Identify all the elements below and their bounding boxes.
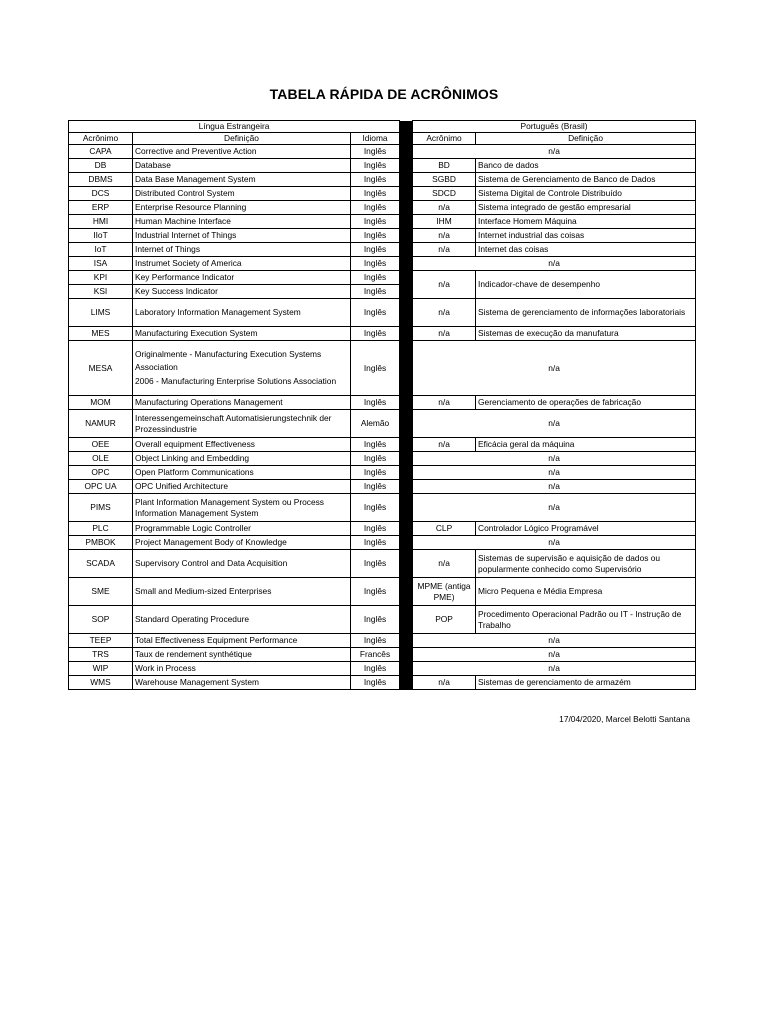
row-definition-line: Originalmente - Manufacturing Execution Systems Association <box>135 348 322 373</box>
row-pt-definition: Sistema de gerenciamento de informações laboratoriais <box>476 299 696 327</box>
row-language: Inglês <box>351 494 400 522</box>
row-definition: Total Effectiveness Equipment Performance <box>133 634 351 648</box>
table-row <box>69 271 696 285</box>
row-acronym: OEE <box>69 438 133 452</box>
row-language: Inglês <box>351 536 400 550</box>
row-language: Inglês <box>351 173 400 187</box>
table-row <box>69 396 696 410</box>
row-acronym: SME <box>69 578 133 606</box>
row-acronym: MES <box>69 327 133 341</box>
table-row <box>69 243 696 257</box>
row-definition: Enterprise Resource Planning <box>133 201 351 215</box>
row-language: Inglês <box>351 480 400 494</box>
row-acronym: IoT <box>69 243 133 257</box>
foreign-language-header: Língua Estrangeira <box>69 121 400 133</box>
row-pt-acronym-line: PME) <box>433 591 455 602</box>
row-language: Inglês <box>351 285 400 299</box>
row-acronym: OLE <box>69 452 133 466</box>
column-separator <box>400 121 413 690</box>
row-pt-acronym: n/a <box>413 676 476 690</box>
row-acronym: DB <box>69 159 133 173</box>
row-acronym: DCS <box>69 187 133 201</box>
col-idioma: Idioma <box>351 133 400 145</box>
row-definition: Warehouse Management System <box>133 676 351 690</box>
row-definition: Open Platform Communications <box>133 466 351 480</box>
table-row <box>69 438 696 452</box>
row-definition: Laboratory Information Management System <box>133 299 351 327</box>
row-pt-definition: Gerenciamento de operações de fabricação <box>476 396 696 410</box>
row-pt-definition: Indicador-chave de desempenho <box>476 271 696 299</box>
row-pt-na: n/a <box>413 494 696 522</box>
row-language: Inglês <box>351 578 400 606</box>
row-pt-acronym-line: MPME (antiga <box>417 580 471 591</box>
table-row <box>69 145 696 159</box>
row-acronym: ERP <box>69 201 133 215</box>
row-definition: Interessengemeinschaft Automatisierungstechnik der Prozessindustrie <box>133 410 351 438</box>
row-pt-definition: Internet industrial das coisas <box>476 229 696 243</box>
row-pt-definition: Banco de dados <box>476 159 696 173</box>
row-pt-acronym: n/a <box>413 201 476 215</box>
row-definition: Work in Process <box>133 662 351 676</box>
page-title: TABELA RÁPIDA DE ACRÔNIMOS <box>269 86 499 102</box>
row-definition <box>133 341 351 396</box>
row-acronym: HMI <box>69 215 133 229</box>
row-definition: Data Base Management System <box>133 173 351 187</box>
table-row <box>69 480 696 494</box>
row-pt-na: n/a <box>413 648 696 662</box>
row-definition: OPC Unified Architecture <box>133 480 351 494</box>
table-row <box>69 229 696 243</box>
row-pt-definition: Sistema integrado de gestão empresarial <box>476 201 696 215</box>
table-row <box>69 578 696 606</box>
row-definition: Key Success Indicator <box>133 285 351 299</box>
row-language: Inglês <box>351 145 400 159</box>
row-acronym: CAPA <box>69 145 133 159</box>
row-language: Inglês <box>351 550 400 578</box>
table-row <box>69 201 696 215</box>
row-definition: Instrumet Society of America <box>133 257 351 271</box>
row-pt-na: n/a <box>413 257 696 271</box>
table-row <box>69 341 696 396</box>
row-pt-acronym: BD <box>413 159 476 173</box>
row-definition: Manufacturing Operations Management <box>133 396 351 410</box>
row-definition: Corrective and Preventive Action <box>133 145 351 159</box>
row-language: Inglês <box>351 299 400 327</box>
table-row <box>69 494 696 522</box>
row-pt-na: n/a <box>413 410 696 438</box>
row-language: Alemão <box>351 410 400 438</box>
row-language: Inglês <box>351 215 400 229</box>
row-pt-definition: Procedimento Operacional Padrão ou IT - Instrução de Trabalho <box>476 606 696 634</box>
row-language: Inglês <box>351 662 400 676</box>
col-acronimo: Acrônimo <box>69 133 133 145</box>
row-pt-na: n/a <box>413 634 696 648</box>
row-acronym: DBMS <box>69 173 133 187</box>
table-row <box>69 466 696 480</box>
row-pt-definition: Sistema de Gerenciamento de Banco de Dados <box>476 173 696 187</box>
row-language: Inglês <box>351 438 400 452</box>
table-row <box>69 327 696 341</box>
col-definicao-pt: Definição <box>476 133 696 145</box>
row-acronym: ISA <box>69 257 133 271</box>
row-language: Inglês <box>351 452 400 466</box>
row-acronym: NAMUR <box>69 410 133 438</box>
row-acronym: SOP <box>69 606 133 634</box>
row-pt-acronym <box>413 578 476 606</box>
row-definition-line: 2006 - Manufacturing Enterprise Solutions Association <box>135 375 337 386</box>
row-language: Inglês <box>351 271 400 285</box>
row-pt-definition: Controlador Lógico Programável <box>476 522 696 536</box>
row-language: Inglês <box>351 466 400 480</box>
table-column-header <box>69 133 696 145</box>
table-row <box>69 550 696 578</box>
row-pt-na: n/a <box>413 145 696 159</box>
row-pt-acronym: n/a <box>413 299 476 327</box>
row-acronym: WMS <box>69 676 133 690</box>
row-pt-acronym: SGBD <box>413 173 476 187</box>
row-language: Inglês <box>351 676 400 690</box>
row-pt-na: n/a <box>413 480 696 494</box>
col-definicao: Definição <box>133 133 351 145</box>
table-row <box>69 410 696 438</box>
row-acronym: TRS <box>69 648 133 662</box>
row-definition: Distributed Control System <box>133 187 351 201</box>
row-acronym: KPI <box>69 271 133 285</box>
row-pt-na: n/a <box>413 341 696 396</box>
row-pt-acronym: n/a <box>413 396 476 410</box>
table-row <box>69 536 696 550</box>
col-acronimo-pt: Acrônimo <box>413 133 476 145</box>
row-pt-na: n/a <box>413 536 696 550</box>
row-pt-definition: Sistemas de gerenciamento de armazém <box>476 676 696 690</box>
row-definition: Programmable Logic Controller <box>133 522 351 536</box>
table-row <box>69 634 696 648</box>
row-acronym: TEEP <box>69 634 133 648</box>
table-row <box>69 299 696 327</box>
row-definition: Taux de rendement synthétique <box>133 648 351 662</box>
row-language: Inglês <box>351 341 400 396</box>
row-definition: Small and Medium-sized Enterprises <box>133 578 351 606</box>
table-row <box>69 648 696 662</box>
row-pt-acronym: IHM <box>413 215 476 229</box>
row-pt-na: n/a <box>413 452 696 466</box>
row-definition: Standard Operating Procedure <box>133 606 351 634</box>
row-pt-definition: Sistemas de supervisão e aquisição de dados ou popularmente conhecido como Supervisório <box>476 550 696 578</box>
row-pt-acronym: n/a <box>413 271 476 299</box>
table-row <box>69 257 696 271</box>
row-language: Inglês <box>351 606 400 634</box>
table-row <box>69 662 696 676</box>
row-definition: Manufacturing Execution System <box>133 327 351 341</box>
row-pt-acronym: n/a <box>413 438 476 452</box>
row-definition: Database <box>133 159 351 173</box>
row-acronym: WIP <box>69 662 133 676</box>
row-language: Francês <box>351 648 400 662</box>
row-pt-definition: Micro Pequena e Média Empresa <box>476 578 696 606</box>
table-row <box>69 159 696 173</box>
row-pt-definition: Sistema Digital de Controle Distribuído <box>476 187 696 201</box>
row-pt-na: n/a <box>413 466 696 480</box>
row-definition: Key Performance Indicator <box>133 271 351 285</box>
table-row <box>69 215 696 229</box>
acronym-table <box>68 120 696 690</box>
row-pt-definition: Sistemas de execução da manufatura <box>476 327 696 341</box>
row-language: Inglês <box>351 634 400 648</box>
row-language: Inglês <box>351 522 400 536</box>
row-language: Inglês <box>351 257 400 271</box>
row-definition: Object Linking and Embedding <box>133 452 351 466</box>
table-row <box>69 452 696 466</box>
row-pt-definition: Eficácia geral da máquina <box>476 438 696 452</box>
row-language: Inglês <box>351 396 400 410</box>
row-language: Inglês <box>351 159 400 173</box>
row-definition: Overall equipment Effectiveness <box>133 438 351 452</box>
row-acronym: PMBOK <box>69 536 133 550</box>
row-acronym: OPC UA <box>69 480 133 494</box>
portuguese-header: Português (Brasil) <box>413 121 696 133</box>
row-pt-definition: Interface Homem Máquina <box>476 215 696 229</box>
row-acronym: SCADA <box>69 550 133 578</box>
table-row <box>69 676 696 690</box>
row-pt-acronym: n/a <box>413 327 476 341</box>
row-definition: Plant Information Management System ou Process Information Management System <box>133 494 351 522</box>
row-pt-acronym: n/a <box>413 229 476 243</box>
row-pt-acronym: POP <box>413 606 476 634</box>
row-acronym: OPC <box>69 466 133 480</box>
row-language: Inglês <box>351 187 400 201</box>
row-acronym: PLC <box>69 522 133 536</box>
row-language: Inglês <box>351 243 400 257</box>
row-definition: Internet of Things <box>133 243 351 257</box>
row-acronym: MOM <box>69 396 133 410</box>
row-pt-acronym: SDCD <box>413 187 476 201</box>
row-acronym: MESA <box>69 341 133 396</box>
row-definition: Supervisory Control and Data Acquisition <box>133 550 351 578</box>
row-pt-acronym: n/a <box>413 243 476 257</box>
row-pt-acronym: n/a <box>413 550 476 578</box>
row-pt-definition: Internet das coisas <box>476 243 696 257</box>
row-acronym: LIMS <box>69 299 133 327</box>
table-row <box>69 522 696 536</box>
row-language: Inglês <box>351 327 400 341</box>
row-acronym: KSI <box>69 285 133 299</box>
footer-credit: 17/04/2020, Marcel Belotti Santana <box>559 714 690 724</box>
row-language: Inglês <box>351 201 400 215</box>
table-group-header <box>69 121 696 133</box>
row-pt-acronym: CLP <box>413 522 476 536</box>
row-definition: Human Machine Interface <box>133 215 351 229</box>
table-row <box>69 173 696 187</box>
row-acronym: PIMS <box>69 494 133 522</box>
row-language: Inglês <box>351 229 400 243</box>
row-definition: Project Management Body of Knowledge <box>133 536 351 550</box>
table-row <box>69 606 696 634</box>
row-definition: Industrial Internet of Things <box>133 229 351 243</box>
row-acronym: IIoT <box>69 229 133 243</box>
row-pt-na: n/a <box>413 662 696 676</box>
table-row <box>69 187 696 201</box>
